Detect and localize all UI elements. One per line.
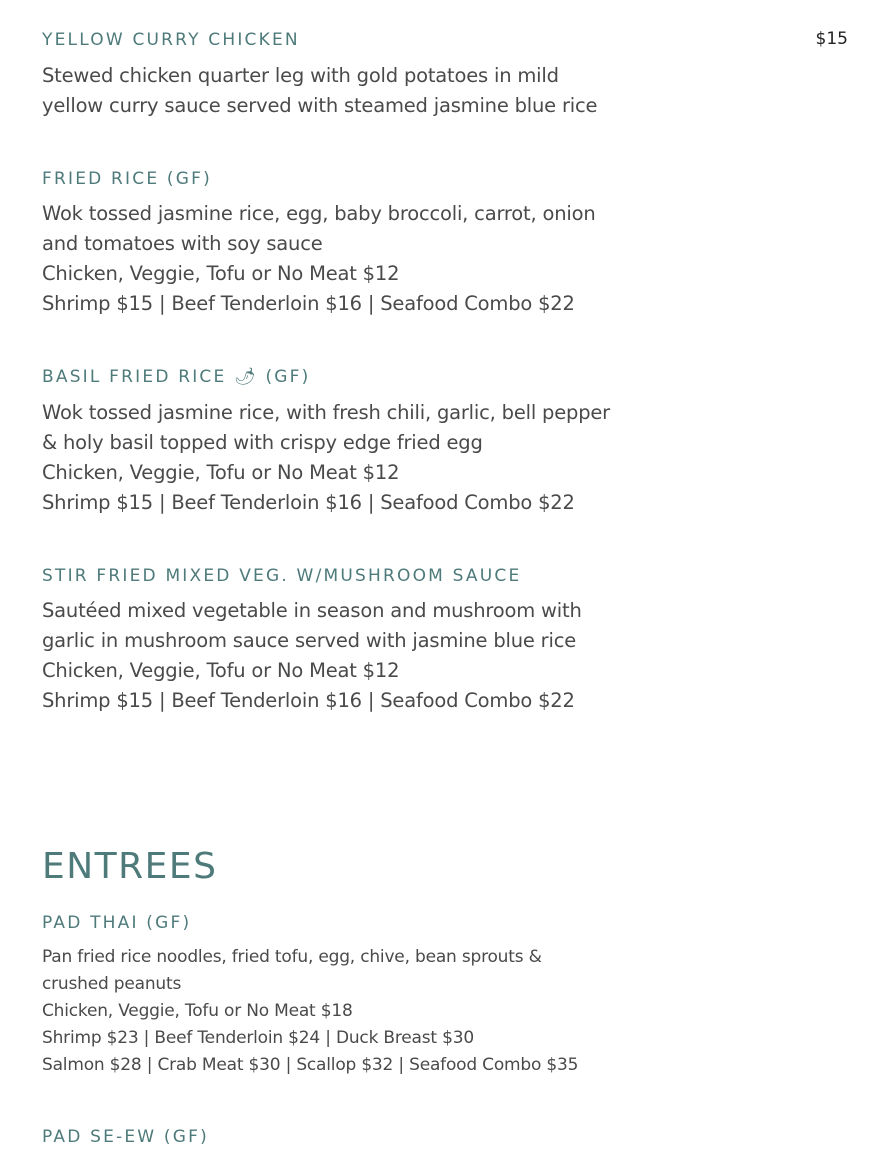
price-line: Chicken, Veggie, Tofu or No Meat $12	[42, 461, 400, 484]
item-title: PAD THAI (GF)	[42, 913, 192, 933]
item-description	[42, 61, 642, 121]
price-line: Shrimp $23 | Beef Tenderloin $24 | Duck Breast $30	[42, 1028, 474, 1048]
description-line: and tomatoes with soy sauce	[42, 232, 323, 255]
item-description	[42, 398, 642, 518]
price-line: Shrimp $15 | Beef Tenderloin $16 | Seafood Combo $22	[42, 689, 575, 712]
section-heading-entrees: ENTREES	[42, 846, 218, 887]
menu-item-pad-se-ew	[42, 1125, 642, 1149]
menu-item-stir-fried-mixed-veg	[42, 564, 642, 716]
item-description	[42, 944, 642, 1079]
item-title: PAD SE-EW (GF)	[42, 1127, 209, 1147]
description-line: garlic in mushroom sauce served with jasmine blue rice	[42, 629, 577, 652]
description-line: yellow curry sauce served with steamed jasmine blue rice	[42, 94, 598, 117]
description-line: Stewed chicken quarter leg with gold potatoes in mild	[42, 64, 559, 87]
menu-item-yellow-curry-chicken	[42, 28, 642, 121]
price-line: Shrimp $15 | Beef Tenderloin $16 | Seafood Combo $22	[42, 491, 575, 514]
item-title: YELLOW CURRY CHICKEN	[42, 30, 300, 50]
price-line: Chicken, Veggie, Tofu or No Meat $12	[42, 659, 400, 682]
item-description	[42, 596, 642, 716]
item-title: STIR FRIED MIXED VEG. W/MUSHROOM SAUCE	[42, 566, 522, 586]
description-line: & holy basil topped with crispy edge fried egg	[42, 431, 483, 454]
price-line: Chicken, Veggie, Tofu or No Meat $12	[42, 262, 400, 285]
price-line: Chicken, Veggie, Tofu or No Meat $18	[42, 1001, 353, 1021]
price-line: Salmon $28 | Crab Meat $30 | Scallop $32 | Seafood Combo $35	[42, 1055, 579, 1075]
description-line: Sautéed mixed vegetable in season and mushroom with	[42, 599, 582, 622]
item-title: BASIL FRIED RICE 🌶 (GF)	[42, 367, 311, 387]
menu-item-pad-thai	[42, 911, 642, 1079]
item-description	[42, 199, 642, 319]
menu-item-fried-rice	[42, 167, 642, 319]
yellow-curry-chicken-price: $15	[815, 29, 848, 49]
item-title: FRIED RICE (GF)	[42, 169, 212, 189]
description-line: Wok tossed jasmine rice, with fresh chili, garlic, bell pepper	[42, 401, 610, 424]
menu-item-basil-fried-rice	[42, 365, 642, 518]
description-line: crushed peanuts	[42, 974, 182, 994]
description-line: Pan fried rice noodles, fried tofu, egg, chive, bean sprouts &	[42, 947, 542, 967]
price-line: Shrimp $15 | Beef Tenderloin $16 | Seafood Combo $22	[42, 292, 575, 315]
description-line: Wok tossed jasmine rice, egg, baby broccoli, carrot, onion	[42, 202, 596, 225]
